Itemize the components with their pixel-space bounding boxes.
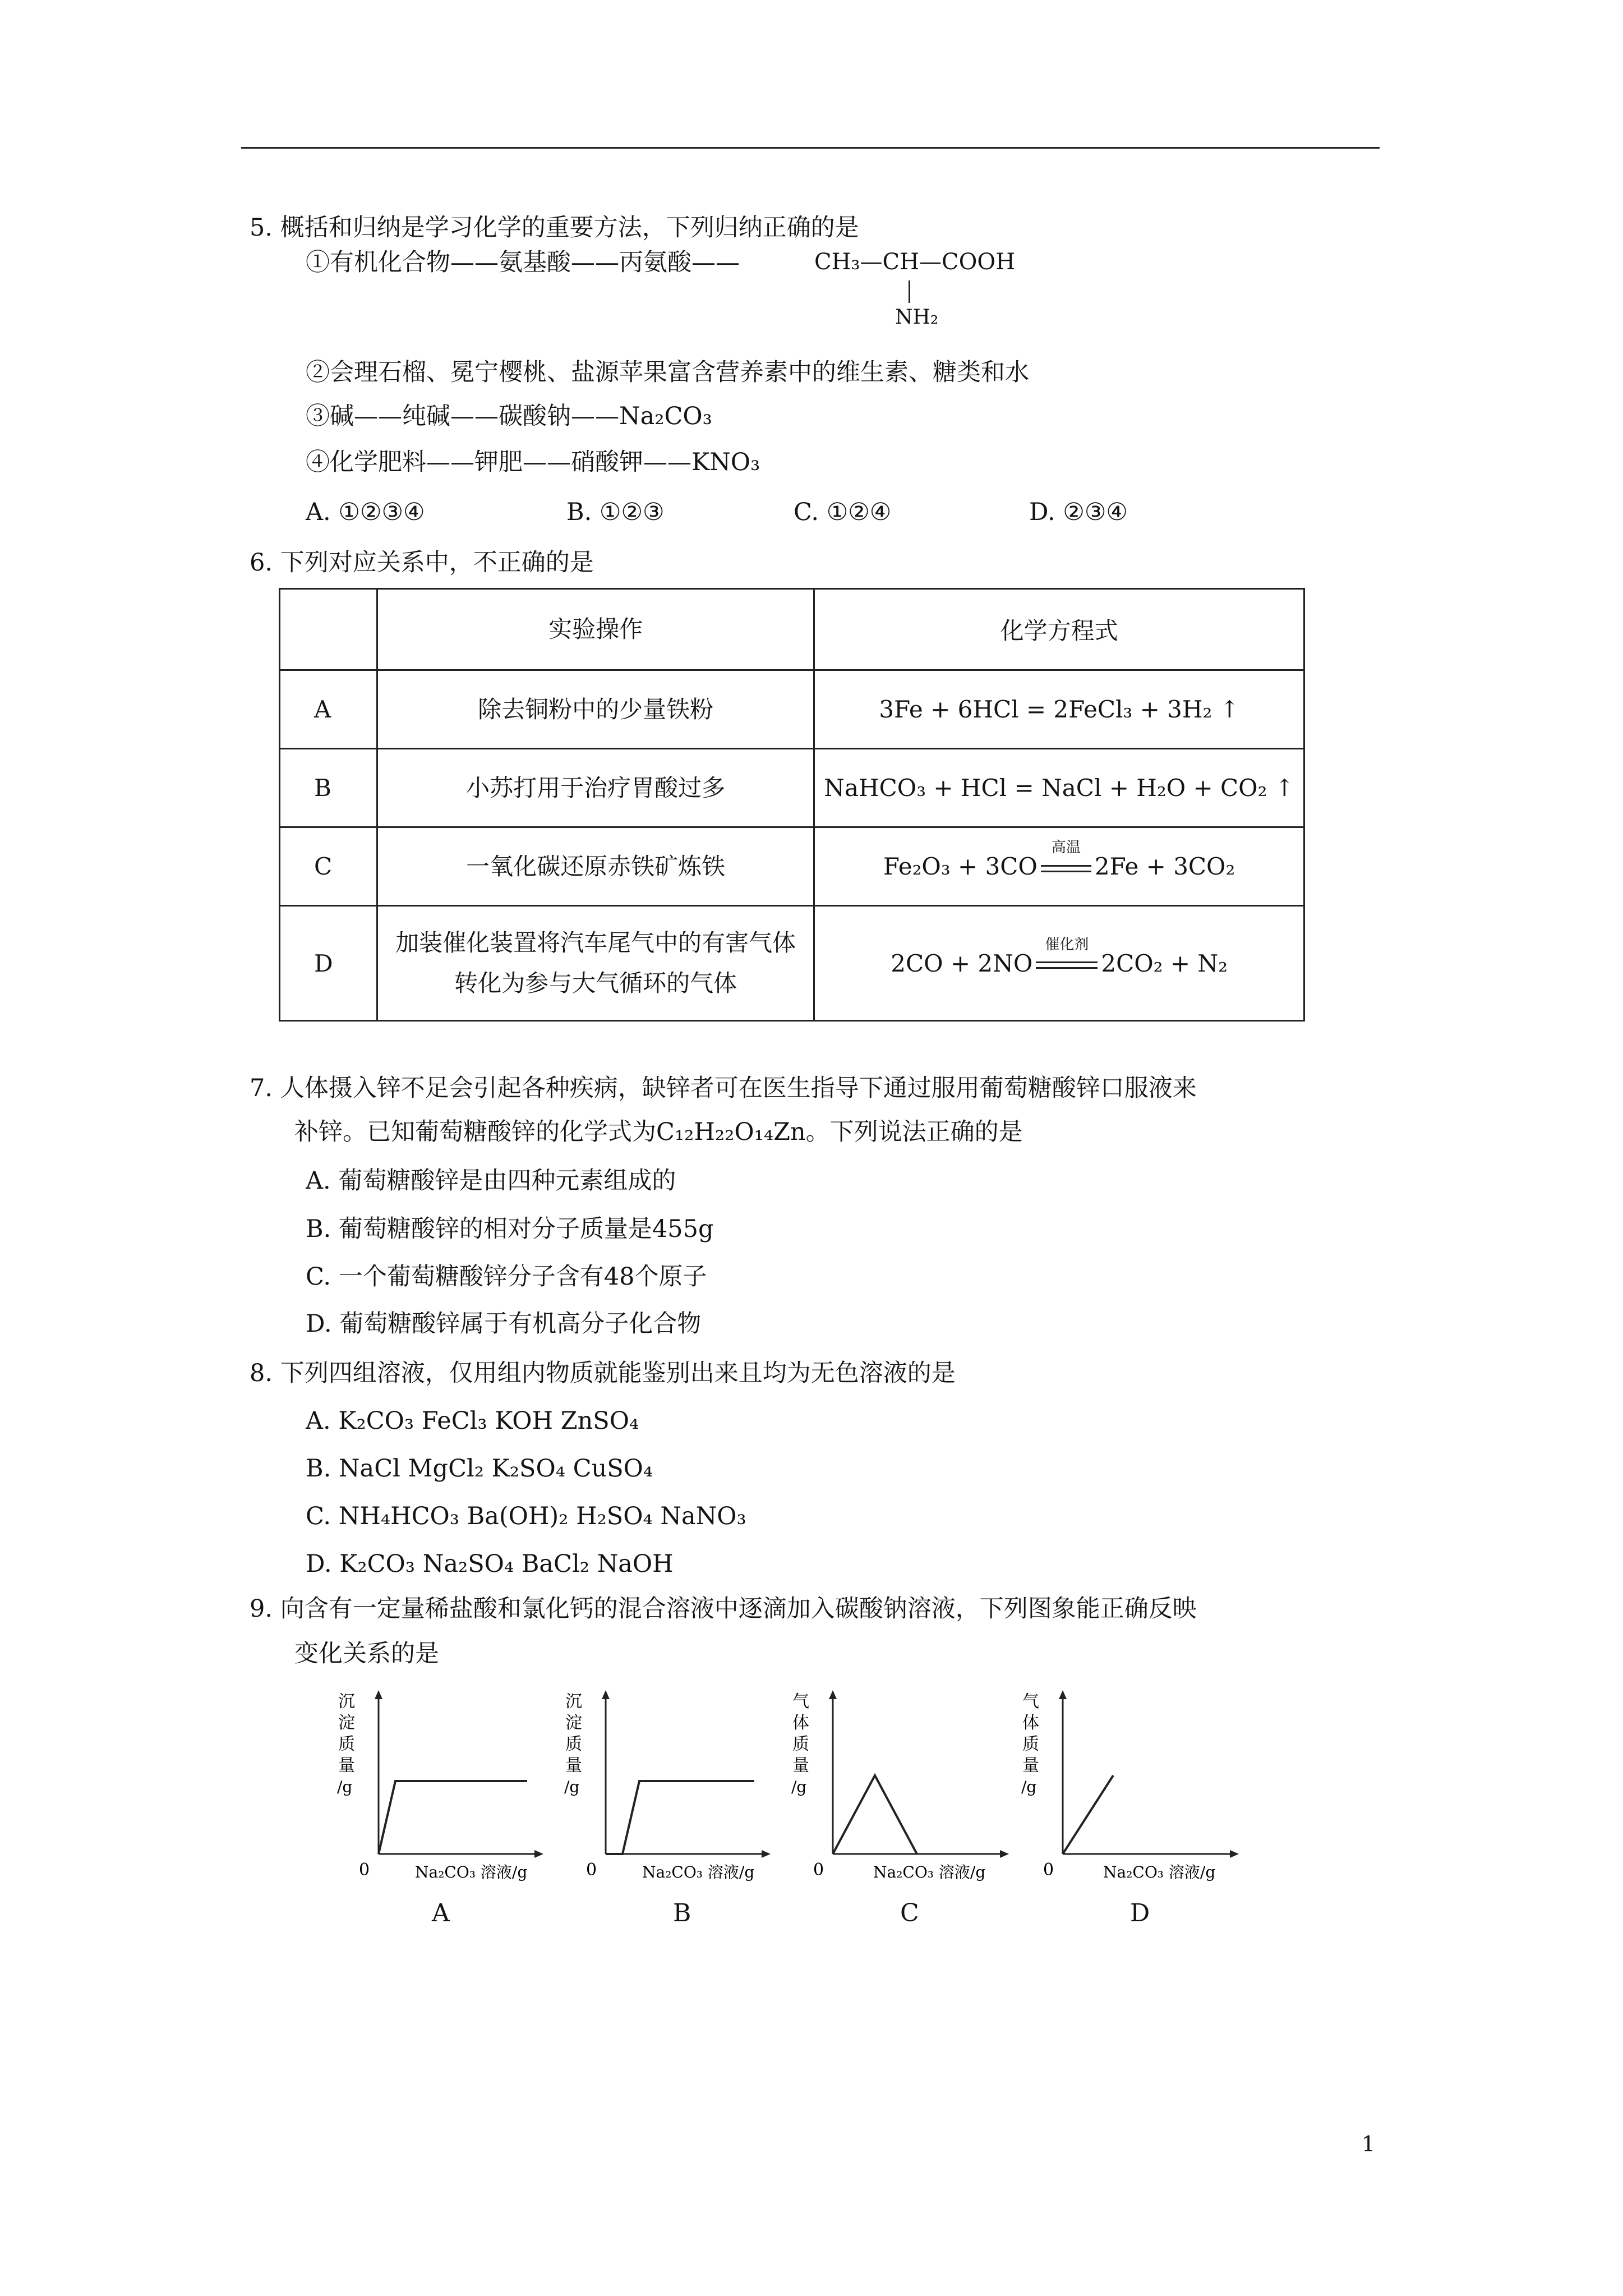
svg-text:量: 量 (338, 1756, 355, 1775)
table-header-operation: 实验操作 (377, 589, 814, 670)
q7-option-a: A. 葡萄糖酸锌是由四种元素组成的 (306, 1167, 676, 1195)
graph-a (334, 1686, 558, 1899)
graph-a-xlabel: Na₂CO₃ 溶液/g (415, 1863, 528, 1881)
q5-item-3: ③碱——纯碱——碳酸钠——Na₂CO₃ (306, 402, 712, 430)
svg-text:质: 质 (565, 1734, 582, 1754)
table-row (280, 749, 1304, 827)
alanine-bond (909, 280, 910, 303)
graph-d-ylabel (1021, 1692, 1039, 1796)
svg-text:质: 质 (1022, 1734, 1039, 1754)
graph-b-xlabel: Na₂CO₃ 溶液/g (642, 1863, 755, 1881)
graph-a-curve (379, 1781, 527, 1854)
table-row (280, 827, 1304, 906)
row-operation: 小苏打用于治疗胃酸过多 (377, 749, 814, 827)
svg-text:量: 量 (792, 1756, 809, 1775)
q5-option-d: D. ②③④ (1029, 498, 1128, 526)
graph-b (561, 1686, 785, 1899)
graph-b-origin: 0 (586, 1860, 597, 1880)
equals-sign (1036, 961, 1098, 969)
row-operation (377, 906, 814, 1021)
svg-text:沉: 沉 (338, 1692, 355, 1711)
graph-c-y-arrow (829, 1690, 837, 1699)
row-operation: 一氧化碳还原赤铁矿炼铁 (377, 827, 814, 906)
q8-option-d: D. K₂CO₃ Na₂SO₄ BaCl₂ NaOH (306, 1550, 674, 1578)
header-rule (241, 147, 1380, 149)
q6-table (279, 588, 1305, 1022)
equals-sign (1041, 865, 1091, 872)
graph-c (788, 1686, 1023, 1899)
svg-text:/g: /g (337, 1778, 353, 1796)
page-number: 1 (1362, 2132, 1376, 2156)
row-label: B (280, 749, 377, 827)
graph-b-curve (606, 1781, 754, 1854)
graph-d-x-arrow (1230, 1850, 1239, 1858)
q7-option-c: C. 一个葡萄糖酸锌分子含有48个原子 (306, 1263, 707, 1291)
row-equation (814, 827, 1304, 906)
graph-c-xlabel: Na₂CO₃ 溶液/g (873, 1863, 986, 1881)
operation-line-1: 加装催化装置将汽车尾气中的有害气体 (395, 929, 796, 956)
alanine-formula-main: CH₃—CH—COOH (814, 249, 1016, 275)
svg-text:量: 量 (1022, 1756, 1039, 1775)
equation-left: 2CO + 2NO (891, 949, 1033, 977)
equation-right: 2Fe + 3CO₂ (1094, 853, 1235, 880)
reaction-condition (1036, 936, 1098, 977)
condition-label: 催化剂 (1045, 936, 1089, 953)
q5-item-1: ①有机化合物——氨基酸——丙氨酸—— (306, 249, 740, 277)
graph-b-ylabel (564, 1692, 582, 1796)
q7-stem-line-2: 补锌。已知葡萄糖酸锌的化学式为C₁₂H₂₂O₁₄Zn。下列说法正确的是 (294, 1118, 1023, 1146)
q8-stem: 8. 下列四组溶液，仅用组内物质就能鉴别出来且均为无色溶液的是 (250, 1359, 956, 1387)
graph-d-origin: 0 (1043, 1860, 1054, 1880)
q6-stem: 6. 下列对应关系中，不正确的是 (250, 549, 594, 577)
row-equation (814, 906, 1304, 1021)
equation-left: Fe₂O₃ + 3CO (883, 853, 1038, 880)
q5-option-c: C. ①②④ (794, 498, 892, 526)
graph-b-letter: B (673, 1899, 691, 1927)
row-equation: 3Fe + 6HCl = 2FeCl₃ + 3H₂ ↑ (814, 670, 1304, 749)
graph-c-letter: C (900, 1899, 919, 1927)
table-row (280, 670, 1304, 749)
table-header-row (280, 589, 1304, 670)
graph-d (1018, 1686, 1253, 1899)
svg-text:淀: 淀 (338, 1713, 355, 1733)
graph-c-x-arrow (1000, 1850, 1009, 1858)
row-equation: NaHCO₃ + HCl = NaCl + H₂O + CO₂ ↑ (814, 749, 1304, 827)
graph-a-letter: A (432, 1899, 450, 1927)
graph-c-ylabel (791, 1692, 809, 1796)
graph-b-x-arrow (762, 1850, 771, 1858)
reaction-condition (1041, 839, 1091, 880)
svg-text:体: 体 (1022, 1713, 1039, 1733)
svg-text:淀: 淀 (565, 1713, 582, 1733)
q5-item-2: ②会理石榴、冕宁樱桃、盐源苹果富含营养素中的维生素、糖类和水 (306, 358, 1029, 386)
q5-item-4: ④化学肥料——钾肥——硝酸钾——KNO₃ (306, 448, 760, 476)
row-label: C (280, 827, 377, 906)
svg-text:气: 气 (792, 1692, 809, 1711)
svg-text:体: 体 (792, 1713, 809, 1733)
q5-stem: 5. 概括和归纳是学习化学的重要方法，下列归纳正确的是 (250, 214, 859, 242)
table-header-equation: 化学方程式 (814, 589, 1304, 670)
operation-line-2: 转化为参与大气循环的气体 (454, 969, 737, 997)
svg-text:质: 质 (338, 1734, 355, 1754)
q7-option-b: B. 葡萄糖酸锌的相对分子质量是455g (306, 1215, 714, 1243)
table-header-blank (280, 589, 377, 670)
graph-a-y-arrow (375, 1690, 382, 1699)
graph-a-x-arrow (534, 1850, 543, 1858)
q7-stem-line-1: 7. 人体摄入锌不足会引起各种疾病，缺锌者可在医生指导下通过服用葡萄糖酸锌口服液来 (250, 1074, 1197, 1102)
q7-option-d: D. 葡萄糖酸锌属于有机高分子化合物 (306, 1310, 702, 1338)
graph-d-curve (1063, 1775, 1113, 1854)
graph-c-curve (833, 1775, 917, 1854)
alanine-formula-nh2: NH₂ (895, 306, 939, 329)
svg-text:/g: /g (1021, 1778, 1037, 1796)
table-row (280, 906, 1304, 1021)
row-label: D (280, 906, 377, 1021)
graph-d-letter: D (1130, 1899, 1150, 1927)
svg-text:/g: /g (791, 1778, 807, 1796)
q9-stem-line-2: 变化关系的是 (294, 1640, 439, 1668)
row-operation: 除去铜粉中的少量铁粉 (377, 670, 814, 749)
svg-text:/g: /g (564, 1778, 580, 1796)
svg-text:质: 质 (792, 1734, 809, 1754)
equation-right: 2CO₂ + N₂ (1101, 949, 1228, 977)
q5-option-a: A. ①②③④ (306, 498, 425, 526)
q5-option-b: B. ①②③ (566, 498, 665, 526)
svg-text:沉: 沉 (565, 1692, 582, 1711)
q8-option-b: B. NaCl MgCl₂ K₂SO₄ CuSO₄ (306, 1455, 653, 1483)
graph-d-xlabel: Na₂CO₃ 溶液/g (1103, 1863, 1216, 1881)
graph-a-ylabel (337, 1692, 355, 1796)
svg-text:气: 气 (1022, 1692, 1039, 1711)
q9-stem-line-1: 9. 向含有一定量稀盐酸和氯化钙的混合溶液中逐滴加入碳酸钠溶液，下列图象能正确反映 (250, 1595, 1197, 1623)
condition-label: 高温 (1051, 839, 1081, 856)
graph-c-origin: 0 (813, 1860, 824, 1880)
graph-b-y-arrow (602, 1690, 610, 1699)
q8-option-c: C. NH₄HCO₃ Ba(OH)₂ H₂SO₄ NaNO₃ (306, 1502, 746, 1530)
row-label: A (280, 670, 377, 749)
svg-text:量: 量 (565, 1756, 582, 1775)
graph-a-origin: 0 (359, 1860, 370, 1880)
q8-option-a: A. K₂CO₃ FeCl₃ KOH ZnSO₄ (306, 1407, 639, 1435)
graph-d-y-arrow (1059, 1690, 1067, 1699)
